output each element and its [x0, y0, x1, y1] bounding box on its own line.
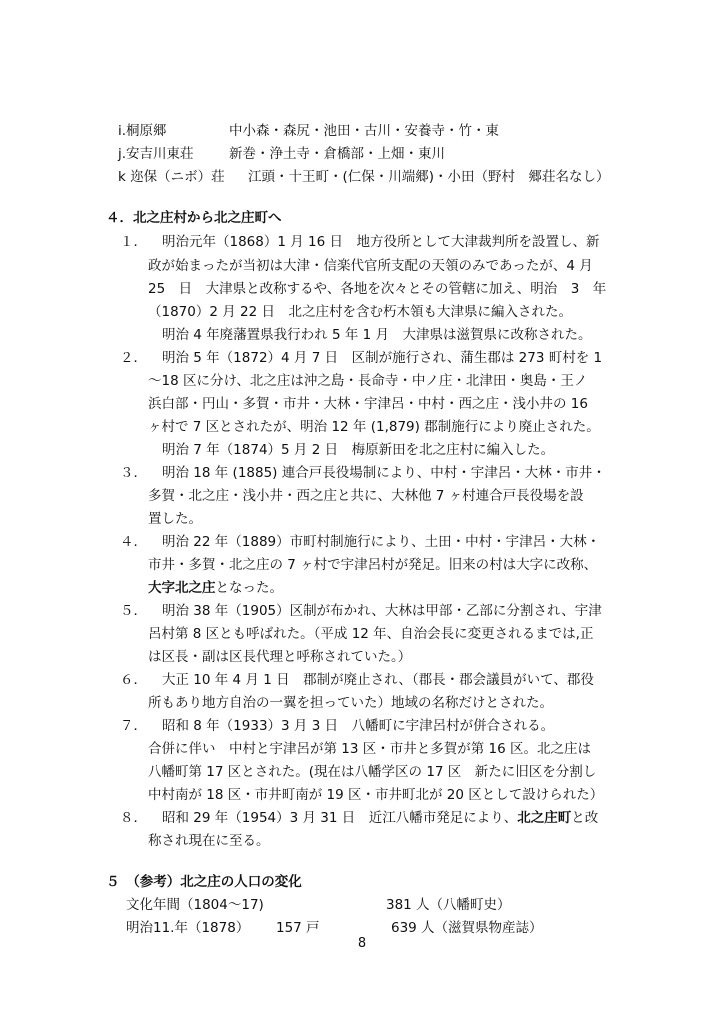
item-6-number: ６． [120, 672, 147, 688]
item-1-line-5: 明治 4 年廃藩置県我行われ 5 年 1 月 大津県は滋賀県に改称された。 [162, 327, 592, 343]
item-4-number: ４． [120, 534, 147, 550]
item-2-line-2: 〜18 区に分け、北之庄は沖之島・長命寺・中ノ庄・北津田・奥島・王ノ [148, 373, 588, 389]
district-j-label: j.安吉川東荘 [118, 146, 194, 162]
item-4-line-2: 市井・多賀・北之庄の 7 ヶ村で宇津呂村が発足。旧来の村は大字に改称、 [148, 557, 598, 573]
item-1-line-4: （1870）2 月 22 日 北之庄村を含む朽木領も大津県に編入された。 [148, 304, 572, 320]
item-1-line-2: 政が始まったが当初は大津・信楽代官所支配の天領のみであったが、4 月 [148, 258, 593, 274]
district-k-villages: 江頭・十王町・(仁保・川端郷)・小田（野村 郷荘名なし） [248, 169, 610, 185]
item-8-line-2: 称され現在に至る。 [148, 833, 270, 849]
page-number: 8 [357, 936, 367, 951]
item-8-line-1 [162, 808, 598, 828]
population-row-1-population: 381 人（八幡町史） [386, 897, 511, 913]
population-row-2-population: 639 人（滋賀県物産誌） [391, 920, 543, 936]
item-3-number: ３． [120, 465, 147, 481]
item-7-line-2: 合併に伴い 中村と宇津呂が第 13 区・市井と多賀が第 16 区。北之庄は [148, 741, 592, 757]
item-5-number: ５． [120, 603, 147, 619]
population-row-1-era: 文化年間（1804〜17) [126, 897, 264, 913]
item-7-line-1: 昭和 8 年（1933）3 月 3 日 八幡町に宇津呂村が併合される。 [162, 718, 555, 734]
item-2-number: ２． [120, 350, 147, 366]
item-7-line-3: 八幡町第 17 区とされた。(現在は八幡学区の 17 区 新たに旧区を分割し [148, 764, 597, 780]
item-4-line-1: 明治 22 年（1889）市町村制施行により、土田・中村・宇津呂・大林・ [162, 534, 601, 550]
item-4-line-3-tail: となった。 [215, 580, 283, 596]
item-1-line-1: 明治元年（1868）1 月 16 日 地方役所として大津裁判所を設置し、新 [162, 234, 600, 250]
item-7-line-4: 中村南が 18 区・市井町南が 19 区・市井町北が 20 区として設けられた） [148, 787, 604, 803]
item-2-line-4: ヶ村で 7 区とされたが、明治 12 年 (1,879) 郡制施行により廃止された。 [148, 419, 600, 435]
item-8-number: ８． [120, 810, 147, 826]
item-3-line-1: 明治 18 年 (1885) 連合戸長役場制により、中村・宇津呂・大林・市井・ [162, 465, 606, 481]
item-5-line-3: は区長・副は区長代理と呼称されていた。） [148, 649, 412, 665]
item-1-number: １． [120, 234, 147, 250]
item-6-line-1: 大正 10 年 4 月 1 日 郡制が廃止され、（郡長・郡会議員がいて、郡役 [162, 672, 594, 688]
district-i-label: i.桐原郷 [118, 123, 167, 139]
section-4-heading: ４．北之庄村から北之庄町へ [106, 210, 282, 226]
item-2-line-5: 明治 7 年（1874）5 月 2 日 梅原新田を北之庄村に編入した。 [162, 442, 555, 458]
district-i-villages: 中小森・森尻・池田・古川・安養寺・竹・東 [229, 123, 499, 139]
item-5-line-1: 明治 38 年（1905）区制が布かれ、大林は甲部・乙部に分割され、宇津 [162, 603, 602, 619]
population-row-2-households: 157 戸 [276, 920, 320, 936]
item-3-line-3: 置した。 [148, 511, 202, 527]
item-6-line-2: 所もあり地方自治の一翼を担っていた）地域の名称だけとされた。 [148, 695, 553, 711]
population-row-2-era: 明治11.年（1878） [126, 920, 250, 936]
item-7-number: ７． [120, 718, 147, 734]
item-8-line-1-tail: と改 [571, 810, 599, 826]
kitanosho-cho-emphasis: 北之庄町 [517, 810, 572, 826]
district-k-label: k 迩保（ニボ）荘 [118, 169, 225, 185]
oaza-kitanosho-emphasis: 大字北之庄 [148, 580, 216, 596]
section-5-heading: ５ （参考）北之庄の人口の変化 [106, 874, 302, 890]
item-2-line-1: 明治 5 年（1872）4 月 7 日 区制が施行され、蒲生郡は 273 町村を 1 [162, 350, 603, 366]
item-1-line-3: 25 日 大津県と改称するや、各地を次々とその管轄に加え、明治 3 年 [148, 281, 607, 297]
item-2-line-3: 浜白部・円山・多賀・市井・大林・宇津呂・中村・西之庄・浅小井の 16 [148, 396, 588, 412]
item-5-line-2: 呂村第 8 区とも呼ばれた。（平成 12 年、自治会長に変更されるまでは,正 [148, 626, 594, 642]
item-8-line-1-head: 昭和 29 年（1954）3 月 31 日 近江八幡市発足により、 [162, 810, 518, 826]
item-4-line-3 [148, 578, 283, 598]
district-j-villages: 新巻・浄土寺・倉橋部・上畑・東川 [229, 146, 445, 162]
item-3-line-2: 多賀・北之庄・浅小井・西之庄と共に、大林他 7 ヶ村連合戸長役場を設 [148, 488, 584, 504]
